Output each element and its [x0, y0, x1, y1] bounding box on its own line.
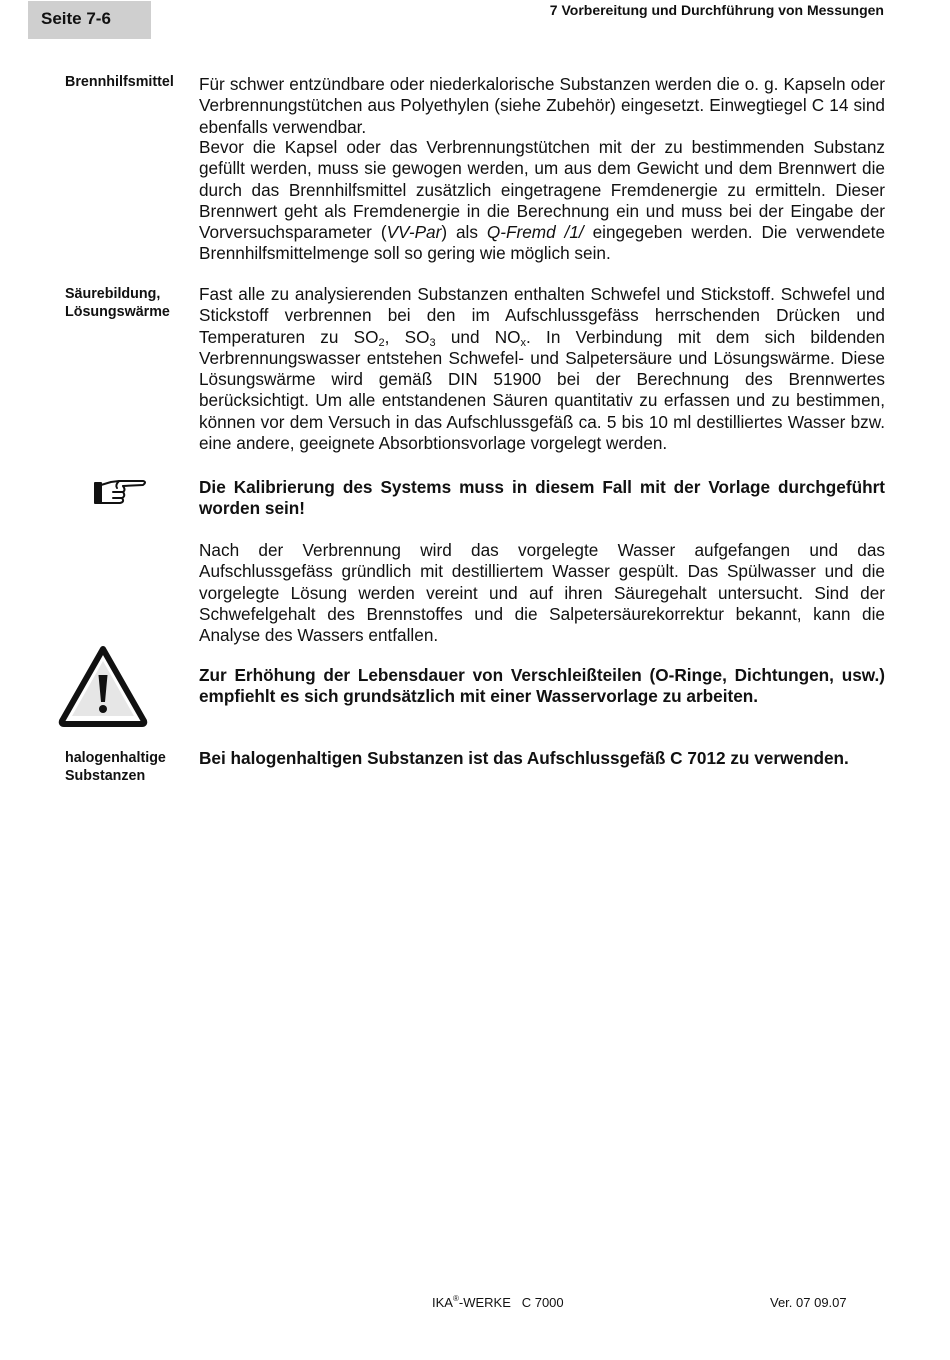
calibration-note: Die Kalibrierung des Systems muss in diesem Fall mit der Vorlage durchgeführt worden sein! [199, 477, 885, 519]
warning-text: Zur Erhöhung der Lebensdauer von Verschleißteilen (O-Ringe, Dichtungen, usw.) empfiehlt es sich grundsätzlich mit einer Wasservorlage zu arbeiten. [199, 665, 885, 707]
paragraph-text: . In Verbindung mit dem sich bildenden Verbrennungswasser entstehen Schwefel- und Salpetersäure und Lösungswärme. Diese Lösungswärme wird gemäß DIN 51900 bei der Berechnung des Brennwertes berücksichtigt. Um alle entstandenen Säuren quantitativ zu erfassen und zu bestimmen, können vor dem Versuch in das Aufschlussgefäß ca. 5 bis 10 ml destilliertes Wasser bzw. eine andere, geeignete Absorbtionsvorlage vorgelegt werden. [199, 326, 885, 454]
page-number: Seite 7-6 [41, 9, 111, 28]
margin-label-line: Säurebildung, [65, 286, 161, 302]
warning-triangle-icon [58, 645, 148, 727]
footer-brand [432, 1295, 564, 1311]
registered-mark: ® [452, 1294, 459, 1303]
margin-label-saeurebildung [65, 285, 190, 321]
margin-label-line: Substanzen [65, 768, 146, 784]
subscript: 3 [429, 336, 436, 349]
paragraph-text: Fast alle zu analysierenden Substanzen enthalten Schwefel und Stickstoff. Schwefel und Stickstoff verbrennen bei den im Aufschlussgefäss herrschenden Drücken und Temperaturen zu SO [199, 284, 885, 347]
paragraph-after-combustion: Nach der Verbrennung wird das vorgelegte Wasser aufgefangen und das Aufschlussgefäss gründlich mit destilliertem Wasser gespült. Das Spülwasser und die vorgelegte Lösung werden vereint und auf ihren Säuregehalt untersucht. Sind der Schwefelgehalt des Brennstoffes und die Salpetersäurekorrektur bekannt, kann die Analyse des Wassers entfallen. [199, 540, 885, 646]
paragraph-text: Bevor die Kapsel oder das Verbrennungstütchen mit der zu bestimmenden Substanz gefüllt werden, muss sie gewogen werden, um aus dem Gewicht und dem Brennwert die durch das Brennhilfsmittel zusätzlich eingetragene Fremdenergie zu ermitteln. Dieser Brennwert geht als Fremdenergie in die Berechnung ein und muss bei der Eingabe der Vorversuchsparameter ( [199, 137, 885, 243]
pointing-hand-icon [93, 476, 149, 508]
halogen-instruction: Bei halogenhaltigen Substanzen ist das Aufschlussgefäß C 7012 zu verwenden. [199, 748, 849, 768]
chapter-title: 7 Vorbereitung und Durchführung von Messungen [549, 2, 884, 18]
paragraph-brennhilfsmittel-1: Für schwer entzündbare oder niederkalorische Substanzen werden die o. g. Kapseln oder Verbrennungstütchen aus Polyethylen (siehe Zubehör) eingesetzt. Einwegtiegel C 14 sind ebenfalls verwendbar. [199, 74, 885, 137]
margin-label-line: Lösungswärme [65, 304, 170, 320]
model-name: -WERKE C 7000 [458, 1295, 564, 1310]
subscript: 2 [378, 336, 385, 349]
margin-label-halogen [65, 749, 190, 785]
paragraph-text: eingegeben werden. Die verwendete Brennhilfsmittelmenge soll so gering wie möglich sein. [199, 222, 886, 264]
paragraph-text: , SO [384, 326, 430, 347]
margin-label-brennhilfsmittel: Brennhilfsmittel [65, 74, 174, 90]
paragraph-text: ) als [441, 222, 487, 243]
parameter-name: Q-Fremd /1/ [486, 222, 584, 243]
parameter-name: VV-Par [386, 222, 442, 243]
page-number-tab [28, 1, 151, 39]
paragraph-saeurebildung [199, 284, 885, 454]
brand-name: IKA [432, 1295, 453, 1310]
subscript: x [520, 336, 527, 349]
footer-version: Ver. 07 09.07 [770, 1295, 847, 1310]
margin-label-line: halogenhaltige [65, 750, 166, 766]
paragraph-text: und NO [435, 326, 521, 347]
paragraph-brennhilfsmittel-2 [199, 137, 885, 265]
